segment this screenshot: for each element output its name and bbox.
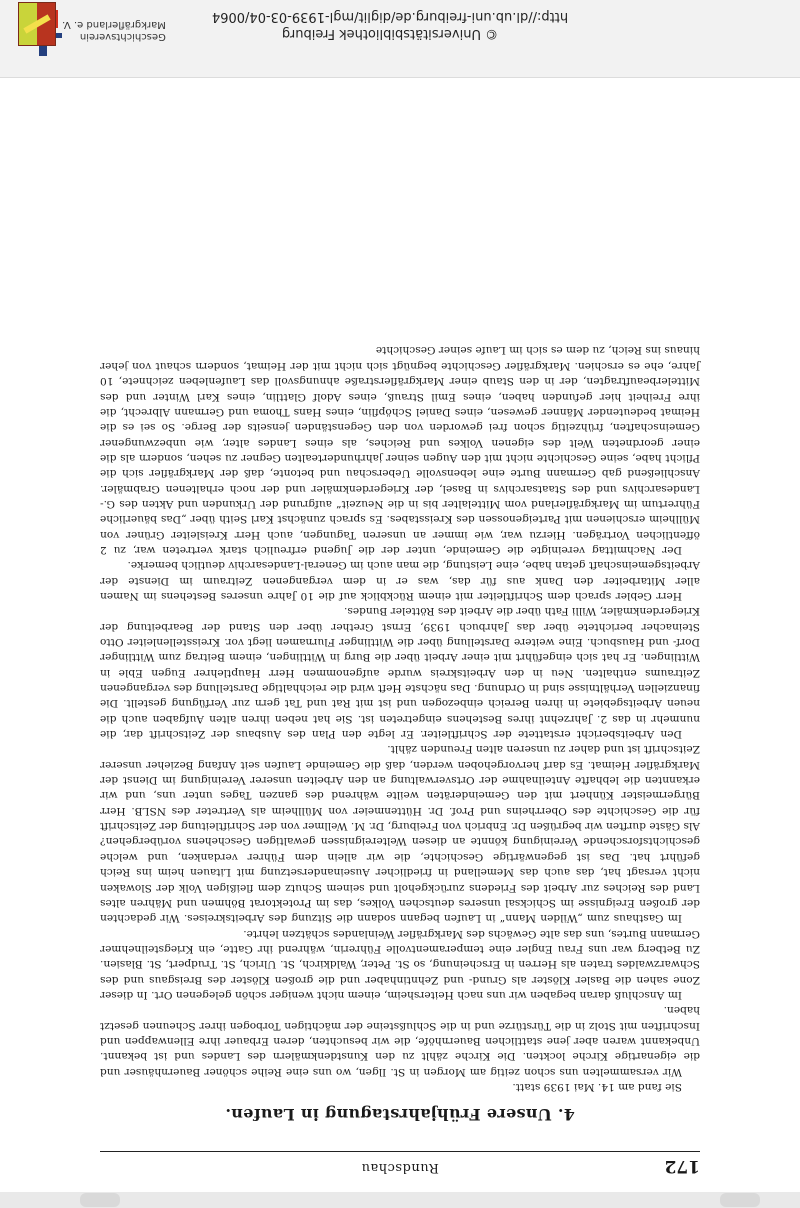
- paragraph: Den Arbeitsbericht erstattete der Schriftleiter. Er legte den Plan des Ausbaus der Zeitschrift dar, die nunmehr in das 2. Jahrzehnt ihres Bestehens eingetreten ist. Sie hat neben ihren alten Aufgaben auch die neuen Arbeitsgebiete in ihren Bereich einbezogen und ist mit Rat und Tat gern zur Verfügung gestellt. Die finanziellen Verhältnisse sind in Ordnung. Das nächste Heft wird die reichhaltige Darstellung des vergangenen Zeitraums enthalten. Neu in den Arbeitskreis wurde aufgenommen Herr Hauptlehrer Eugen Eble in Wittlingen. Er hat sich eingeführt mit einer Arbeit über die Burg in Wittlingen, einem Beitrag zum Wittlinger Dorf- und Hausbuch. Eine weitere Darstellung über die Wittlinger Flurnamen liegt vor. Kreisstellenleiter Otto Steinacher berichtete über das Jahrbuch 1939, Ernst Grether über den Stand der Bearbeitung der Kriegerdenkmäler, Willi Fath über die Arbeit des Rötteler Bundes.: [100, 605, 700, 741]
- scan-top-strip: [0, 1192, 800, 1208]
- page-number: 172: [664, 1156, 700, 1176]
- running-head: Rundschau: [361, 1160, 439, 1175]
- paragraph: Der Nachmittag vereinigte die Gemeinde, unter der die Jugend erfreulich stark vertreten war, zu 2 öffentlichen Vorträgen. Hierzu war, wie immer an unseren Tagungen, auch Herr Kreisleiter Grüner von Müllheim erschienen mit Parteigenossen des Kreisstabes. Es sprach zunächst Karl Seith über „Das bäuerliche Führertum im Markgräflerland vom Mittelalter bis in die Neuzeit“ aufgrund der Urkunden und Akten des G.-Landesarchivs und des Staatsarchivs in Basel, der Kriegerdenkmäler und der noch erhaltenen Grabmäler. Anschließend gab Germann Burte eine lebensvolle Ueberschau und betonte, daß der Markgräfler sich die Pflicht habe, seine Geschichte nicht mit den Augen seiner jahrhundertealten Gegner zu sehen, sondern als die einer geordneten Welt des eigenen Volkes und Reiches, als eines Landes alter, wie unbezwungener Gemeinschaften, frühzeitig schon frei geworden von den Gegenständen jenseits der Berge. So sei es die Heimat bedeutender Männer gewesen, eines Daniel Schöpflin, eines Hans Thoma und Germann Albrecht, die ihre Freiheit hier gefunden haben, eines Emil Strauß, eines Adolf Glattlin, eines Karl Winter und des Mittelerbeauftragten, der in den Staub einer Markgräflerstraße ahnungsvoll das Laufenleben zeichnete, 10 Jahre, ehe es erschien. Markgräfler Geschichte begnügt sich nicht mit der Heimat, sondern schaut von jeher hinaus ins Reich, zu dem es sich im Laufe seiner Geschichte: [100, 344, 700, 556]
- paragraph: Wir versammelten uns schon zeitig am Morgen in St. Ilgen, wo uns eine Reihe schöner Bauernhäuser und die eigenartige Kirche lockten. Die Kirche zählt zu den Kunstdenkmälern des Landes und ist bekannt. Unbekannt waren aber jene stattlichen Bauernhöfe, die wir besuchten, deren Erbauer ihre Ellenwappen und Inschriften mit Stolz in die Türstürze und in die Schlußsteine der mächtigen Torbogen ihrer Scheunen gesetzt haben.: [100, 1004, 700, 1078]
- article-title: 4. Unsere Frühjahrstagung in Laufen.: [225, 1105, 575, 1124]
- scan-artifact: [80, 1193, 120, 1207]
- paragraph: Im Anschluß daran begaben wir uns nach Heitersheim, einem nicht weniger schön gelegenen Ort. In dieser Zone sahen die Basler Klöster als Grund- und Zehntinhaber und die großen Klöster des Breisgaus und des Schwarzwaldes traten als Herren in Erscheinung, so St. Peter, Waldkirch, St. Ulrich, St. Trudpert, St. Blasien. Zu Betberg war uns Frau Engler eine temperamentvolle Führerin, während ihr Gatte, ein Kriegsteilnehmer Germann Burtes, uns das alte Gewächs des Markgräfler Weinlandes schätzen lehrte.: [100, 927, 700, 1001]
- society-line: Markgräflerland e. V.: [62, 19, 166, 30]
- society-name: [62, 18, 166, 42]
- footer-credit: [130, 8, 650, 42]
- permalink[interactable]: http://dl.ub.uni-freiburg.de/diglit/mgl-1939-03-04/0064: [211, 9, 569, 24]
- paragraph: Sie fand am 14. Mai 1939 statt.: [512, 1081, 682, 1093]
- society-line: Geschichtsverein: [79, 31, 166, 42]
- scan-artifact: [720, 1193, 760, 1207]
- paragraph: Im Gasthaus zum „Wilden Mann“ in Laufen begann sodann die Sitzung des Arbeitskreises. Wir gedachten der großen Ereignisse im Schicksal unseres deutschen Volkes, das im Protektorat Böhmen und Mähren altes Land des Reiches zur Arbeit des Friedens zurückgeholt und seinem Schutz dem fleißigen Volk der Slowaken nicht versagt hat, das auch das Memelland in friedlicher Auseinandersetzung mit Litauen heim ins Reich geführt hat. Das ist gegenwärtige Geschichte, die wir allein dem Führer verdanken, und welche geschichtsforschende Vereinigung könnte an diesen Weltereignissen gewaltigen Geschehens vorübergehen? Als Gäste durften wir begrüßen Dr. Enbrich von Freiburg, Dr. M. Wellmer von der Schriftleitung der Zeitschrift für die Geschichte des Oberrheins und Prof. Dr. Hüttenmeier von Müllheim als Vertreter des NSLB. Herr Bürgermeister Künhert mit den Gemeinderäten weilte während des ganzen Tages unter uns, und wir erkannten die lebhafte Anteilnahme der Ortsverwaltung an den Arbeiten unserer Vereinigung im Dienst der Markgräfler Heimat. Es darf hervorgehoben werden, daß die Gemeinde Laufen seit Anfang Bezieher unserer Zeitschrift ist und daher zu unseren alten Freunden zählt.: [100, 743, 700, 925]
- paragraph: Herr Gebler sprach dem Schriftleiter mit einem Rückblick auf die 10 Jahre unseres Bestehens im Namen aller Mitarbeiter den Dank aus für das, was er in dem vergangenen Zeitraum im Dienste der Arbeitsgemeinschaft getan habe, eine Leistung, die man auch im General-Landesarchiv deutlich bemerke.: [100, 559, 700, 602]
- page-header: [100, 1151, 700, 1178]
- credit-text: © Universitätsbibliothek Freiburg: [281, 26, 499, 41]
- society-crest-icon: [18, 2, 56, 46]
- article-body: [100, 342, 700, 1094]
